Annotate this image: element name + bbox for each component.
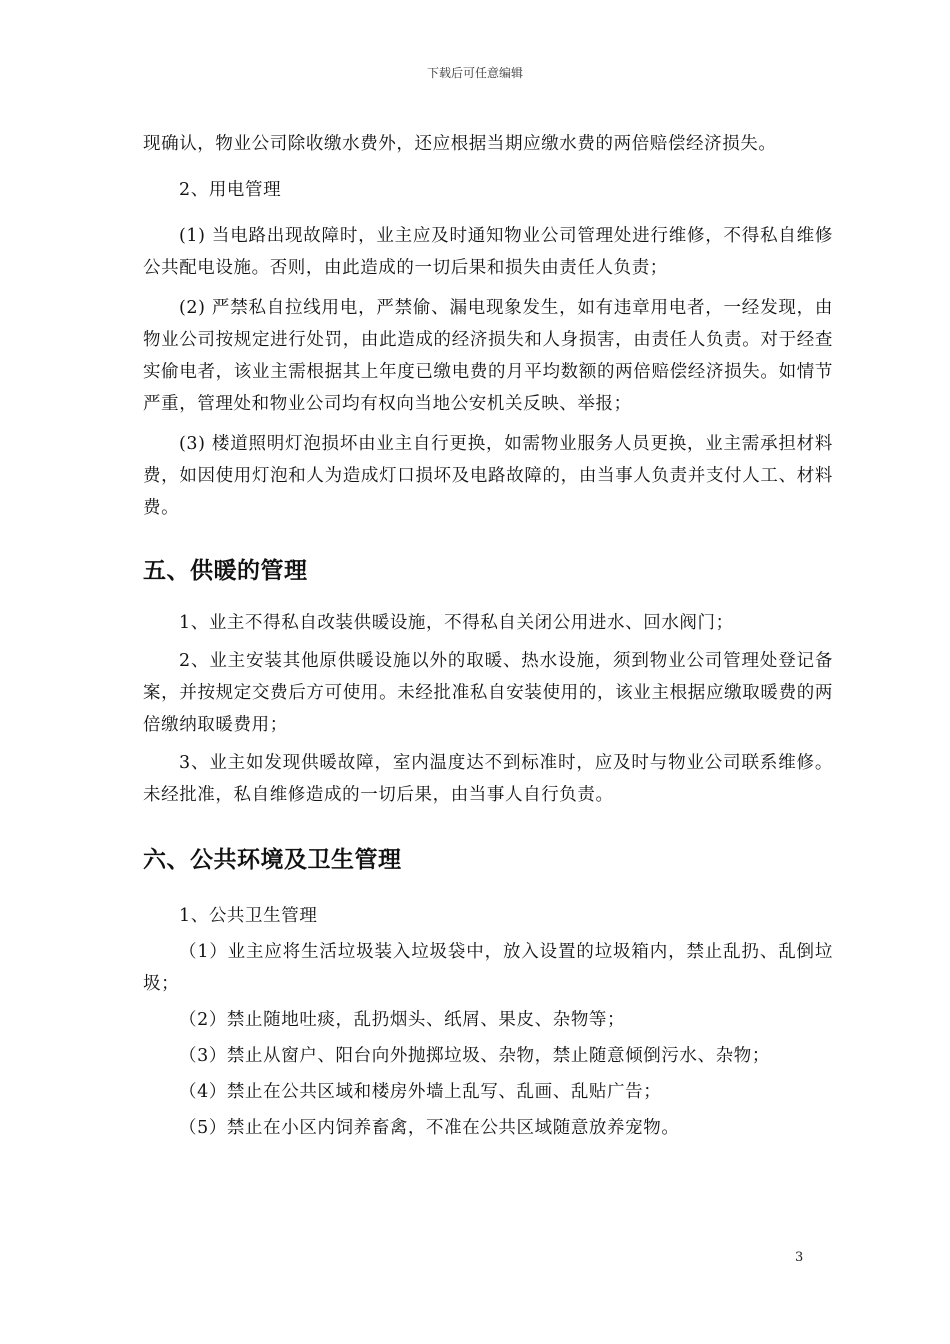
sanitation-item-4: （4）禁止在公共区域和楼房外墙上乱写、乱画、乱贴广告；: [179, 1082, 662, 1102]
sanitation-item-5: （5）禁止在小区内饲养畜禽，不准在公共区域随意放养宠物。: [179, 1118, 680, 1138]
electricity-item-1: (1) 当电路出现故障时，业主应及时通知物业公司管理处进行维修，不得私自维修公共配电设施。否则，由此造成的一切后果和损失由责任人负责；: [143, 226, 833, 278]
heating-item-3: 3、业主如发现供暖故障，室内温度达不到标准时，应及时与物业公司联系维修。未经批准，私自维修造成的一切后果，由当事人自行负责。: [143, 753, 833, 805]
subheading-electricity: 2、用电管理: [179, 180, 282, 200]
sanitation-item-1: （1）业主应将生活垃圾装入垃圾袋中，放入设置的垃圾箱内，禁止乱扔、乱倒垃圾；: [143, 942, 833, 994]
section-heading-environment: 六、公共环境及卫生管理: [143, 847, 402, 873]
section-heading-heating: 五、供暖的管理: [143, 558, 308, 584]
document-body: [143, 128, 833, 1144]
heating-item-1: 1、业主不得私自改装供暖设施，不得私自关闭公用进水、回水阀门；: [179, 613, 734, 633]
electricity-item-2: (2) 严禁私自拉线用电，严禁偷、漏电现象发生，如有违章用电者，一经发现，由物业公司按规定进行处罚，由此造成的经济损失和人身损害，由责任人负责。对于经查实偷电者，该业主需根据其上年度已缴电费的月平均数额的两倍赔偿经济损失。如情节严重，管理处和物业公司均有权向当地公安机关反映、举报；: [143, 298, 833, 414]
sanitation-item-2: （2）禁止随地吐痰，乱扔烟头、纸屑、果皮、杂物等；: [179, 1010, 626, 1030]
paragraph-water-fee: 现确认，物业公司除收缴水费外，还应根据当期应缴水费的两倍赔偿经济损失。: [143, 134, 777, 154]
page-header: 下载后可任意编辑: [426, 66, 523, 80]
sanitation-item-3: （3）禁止从窗户、阳台向外抛掷垃圾、杂物，禁止随意倾倒污水、杂物；: [179, 1046, 770, 1066]
heating-item-2: 2、业主安装其他原供暖设施以外的取暖、热水设施，须到物业公司管理处登记备案，并按规定交费后方可使用。未经批准私自安装使用的，该业主根据应缴取暖费的两倍缴纳取暖费用；: [143, 651, 833, 735]
subheading-sanitation: 1、公共卫生管理: [179, 906, 318, 926]
electricity-item-3: (3) 楼道照明灯泡损坏由业主自行更换，如需物业服务人员更换，业主需承担材料费，如因使用灯泡和人为造成灯口损坏及电路故障的，由当事人负责并支付人工、材料费。: [143, 434, 833, 518]
page-number: 3: [795, 1250, 804, 1265]
